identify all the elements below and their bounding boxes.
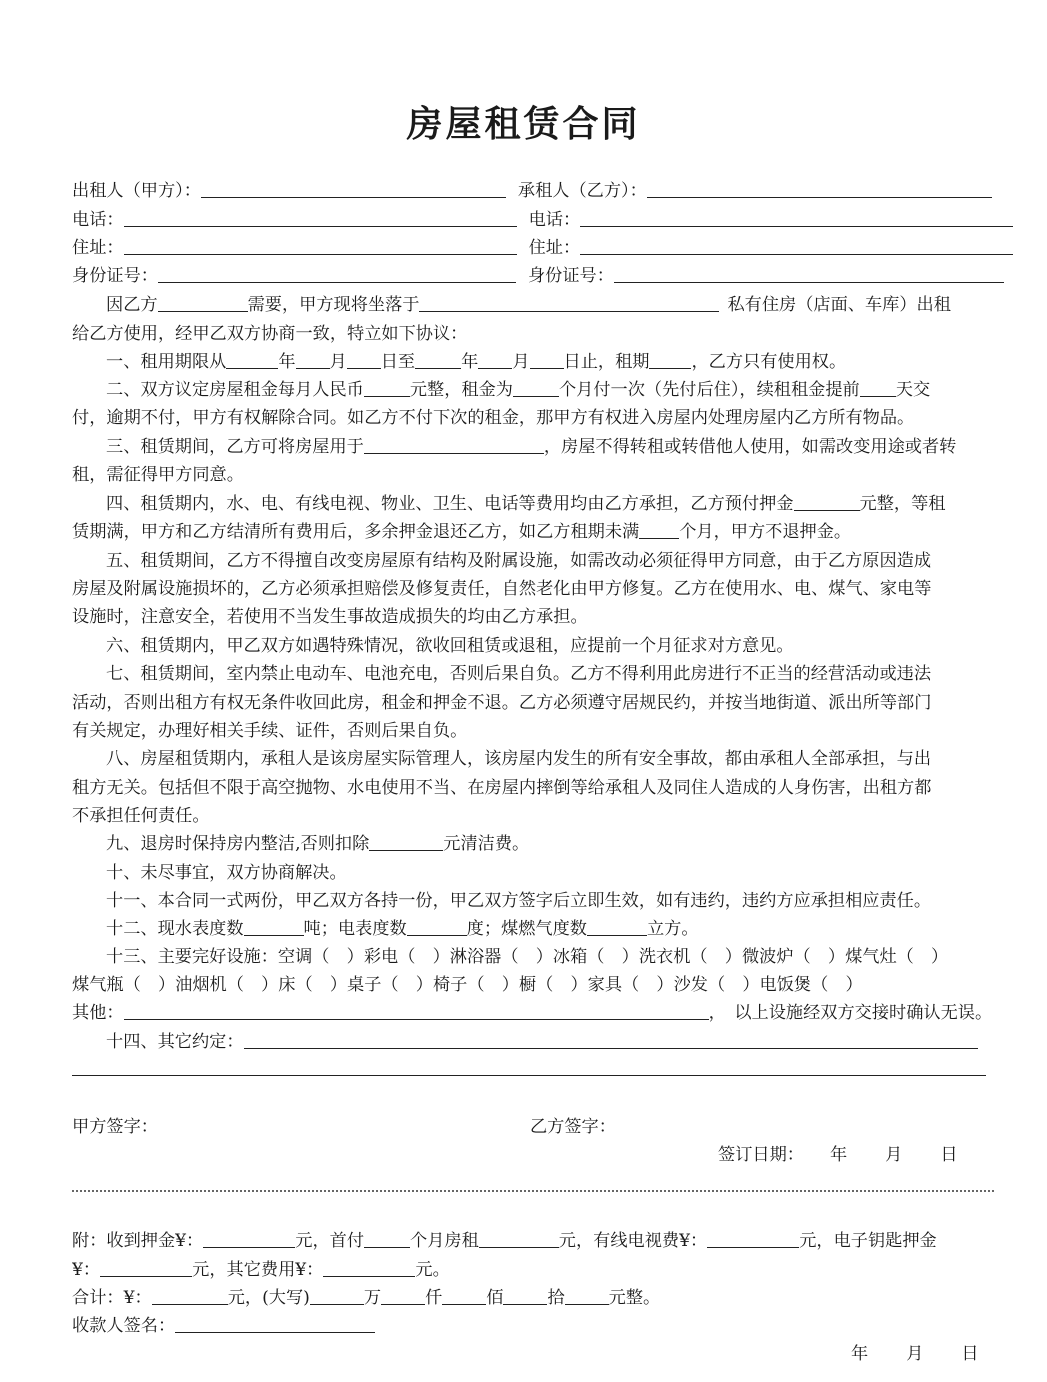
lessor-id-label: 身份证号： bbox=[72, 266, 158, 286]
lessee-phone-label: 电话： bbox=[528, 210, 581, 230]
document-title: 房屋租赁合同 bbox=[406, 104, 641, 145]
lessor-phone-label: 电话： bbox=[72, 210, 124, 230]
lessee-label: 承租人（乙方）： bbox=[517, 181, 647, 201]
facilities-confirm-text: ， 以上设施经双方交接时确认无误。 bbox=[708, 1003, 993, 1023]
clause-8-line-3 bbox=[72, 803, 1028, 829]
lessee-blank[interactable] bbox=[647, 179, 992, 198]
bai-blank[interactable] bbox=[442, 1286, 486, 1305]
total-amount-blank[interactable] bbox=[152, 1286, 228, 1305]
receipt-text-a4: 元，有线电视费¥： bbox=[558, 1231, 708, 1251]
other-agreement-blank[interactable] bbox=[244, 1030, 978, 1049]
intro-text-b: 需要，甲方现将坐落于 bbox=[247, 295, 420, 315]
clause-14 bbox=[72, 1029, 1028, 1055]
clause-8-text-c: 不承担任何责任。 bbox=[72, 806, 210, 826]
clause-9-text-a: 九、退房时保持房内整洁,否则扣除 bbox=[106, 834, 370, 854]
clause-8-text-b: 租方无关。包括但不限于高空抛物、水电使用不当、在房屋内摔倒等给承租人及同住人造成的人身伤害，出租方都 bbox=[72, 778, 932, 798]
clause-11 bbox=[72, 888, 1028, 914]
clause-7-line-1 bbox=[72, 661, 1028, 687]
lessee-phone-blank[interactable] bbox=[580, 208, 1013, 227]
clause-2-text-a: 二、双方议定房屋租金每月人民币 bbox=[106, 380, 364, 400]
clause-7-line-2 bbox=[72, 690, 1028, 716]
location-blank[interactable] bbox=[419, 293, 719, 312]
clause-8-text-a: 八、房屋租赁期内，承租人是该房屋实际管理人，该房屋内发生的所有安全事故，都由承租人全部承担，与出 bbox=[106, 749, 932, 769]
lessor-id-blank[interactable] bbox=[158, 264, 516, 283]
intro-text-d: 给乙方使用，经甲乙双方协商一致，特立如下协议： bbox=[72, 324, 468, 344]
lessee-address-blank[interactable] bbox=[580, 236, 1013, 255]
end-month-blank[interactable] bbox=[478, 350, 512, 369]
clause-1 bbox=[72, 349, 1028, 375]
yuan-blank[interactable] bbox=[565, 1286, 609, 1305]
lessor-label: 出租人（甲方）： bbox=[72, 181, 201, 201]
other-fees-blank[interactable] bbox=[323, 1258, 415, 1277]
month-label: 月 bbox=[329, 352, 347, 372]
clause-1-text: 一、租用期限从 bbox=[106, 352, 227, 372]
clause-5-text-a: 五、租赁期间，乙方不得擅自改变房屋原有结构及附属设施，如需改动必须征得甲方同意，由于乙方原因造成 bbox=[106, 551, 932, 571]
clause-9 bbox=[72, 831, 1028, 857]
year-label: 年 bbox=[461, 352, 479, 372]
year-label: 年 bbox=[278, 352, 296, 372]
wan-blank[interactable] bbox=[310, 1286, 364, 1305]
clause-5-line-3 bbox=[72, 604, 1028, 630]
wan-label: 万 bbox=[363, 1288, 382, 1308]
clause-4-text-c: 赁期满，甲方和乙方结清所有费用后，多余押金退还乙方，如乙方租期未满 bbox=[72, 522, 640, 542]
receipt-line-1 bbox=[72, 1228, 1028, 1254]
clause-2-text-c: 个月付一次（先付后住），续租租金提前 bbox=[558, 380, 860, 400]
clause-7-text-c: 有关规定，办理好相关手续、证件，否则后果自负。 bbox=[72, 721, 468, 741]
qian-blank[interactable] bbox=[381, 1286, 425, 1305]
clause-2-line-1 bbox=[72, 377, 1028, 403]
clause-11-text: 十一、本合同一式两份，甲乙双方各持一份，甲乙双方签字后立即生效，如有违约，违约方应承担相应责任。 bbox=[106, 891, 932, 911]
receipt-month-label: 月 bbox=[906, 1344, 924, 1364]
receipt-year-label: 年 bbox=[851, 1344, 869, 1364]
clause-13-line-2 bbox=[72, 972, 1028, 998]
id-row bbox=[72, 263, 1028, 289]
clause-7-text-a: 七、租赁期间，室内禁止电动车、电池充电，否则后果自负。乙方不得利用此房进行不正当的经营活动或违法 bbox=[106, 664, 932, 684]
clause-7-line-3 bbox=[72, 718, 1028, 744]
start-year-blank[interactable] bbox=[226, 350, 278, 369]
first-months-blank[interactable] bbox=[364, 1229, 410, 1248]
sign-month-label: 月 bbox=[885, 1145, 903, 1165]
clause-6 bbox=[72, 633, 1028, 659]
clause-4-line-1 bbox=[72, 491, 1028, 517]
address-row bbox=[72, 235, 1028, 261]
qian-label: 仟 bbox=[425, 1288, 443, 1308]
receipt-total-line bbox=[72, 1285, 1028, 1311]
clause-10 bbox=[72, 860, 1028, 886]
receipt-text-a2: 元，首付 bbox=[295, 1231, 365, 1251]
advance-days-blank[interactable] bbox=[860, 378, 896, 397]
party-b-signature-label: 乙方签字： bbox=[529, 1117, 616, 1137]
gas-meter-blank[interactable] bbox=[587, 917, 647, 936]
clause-3-line-2 bbox=[72, 462, 1028, 488]
clause-12-text-d: 立方。 bbox=[646, 919, 699, 939]
cleaning-fee-blank[interactable] bbox=[369, 832, 443, 851]
receipt-deposit-blank[interactable] bbox=[203, 1229, 295, 1248]
intro-line-1 bbox=[72, 292, 1028, 318]
clause-13-line-3 bbox=[72, 1000, 1028, 1026]
lessor-phone-blank[interactable] bbox=[124, 208, 517, 227]
clause-8-line-1 bbox=[72, 746, 1028, 772]
signature-row bbox=[72, 1114, 1028, 1140]
monthly-rent-blank[interactable] bbox=[364, 378, 410, 397]
total-tail: 元整。 bbox=[608, 1288, 661, 1308]
lessor-blank[interactable] bbox=[201, 179, 506, 198]
lease-term-blank[interactable] bbox=[649, 350, 691, 369]
clause-6-text: 六、租赁期内，甲乙双方如遇特殊情况，欲收回租赁或退租，应提前一个月征求对方意见。 bbox=[106, 636, 794, 656]
facilities-list-a: 十三、主要完好设施：空调（ ）彩电（ ）淋浴器（ ）冰箱（ ）洗衣机（ ）微波炉（ ）煤气灶（ ） bbox=[106, 947, 949, 967]
other-agreement-blank-2[interactable] bbox=[72, 1075, 986, 1076]
clause-1-tail: ，乙方只有使用权。 bbox=[691, 352, 847, 372]
clause-12-text-c: 度；煤燃气度数 bbox=[466, 919, 587, 939]
clause-12-text-b: 吨；电表度数 bbox=[303, 919, 407, 939]
electric-meter-blank[interactable] bbox=[407, 917, 467, 936]
phone-row bbox=[72, 207, 1028, 233]
day-end-label: 日止，租期 bbox=[563, 352, 650, 372]
clause-5-text-c: 设施时，注意安全，若使用不当发生事故造成损失的均由乙方承担。 bbox=[72, 607, 588, 627]
receipt-text-b2: 元，其它费用¥： bbox=[192, 1260, 324, 1280]
clause-9-text-b: 元清洁费。 bbox=[443, 834, 530, 854]
clause-10-text: 十、未尽事宜，双方协商解决。 bbox=[106, 863, 347, 883]
key-deposit-blank[interactable] bbox=[100, 1258, 192, 1277]
lessor-row bbox=[72, 178, 1028, 204]
intro-text-c: 私有住房（店面、车库）出租 bbox=[727, 295, 951, 315]
clause-4-text-b: 元整，等租 bbox=[859, 494, 946, 514]
receipt-text-a3: 个月房租 bbox=[410, 1231, 479, 1251]
total-label: 合计：¥： bbox=[72, 1288, 152, 1308]
lessee-address-label: 住址： bbox=[528, 238, 581, 258]
clause-4-text-a: 四、租赁期内，水、电、有线电视、物业、卫生、电话等费用均由乙方承担，乙方预付押金 bbox=[106, 494, 794, 514]
clause-4-text-d: 个月，甲方不退押金。 bbox=[679, 522, 852, 542]
clause-2-text-d: 天交 bbox=[895, 380, 931, 400]
payee-label: 收款人签名： bbox=[72, 1316, 176, 1336]
facilities-list-b: 煤气瓶（ ）油烟机（ ）床（ ）桌子（ ）椅子（ ）橱（ ）家具（ ）沙发（ ）电饭煲（ ） bbox=[72, 975, 863, 995]
clause-12 bbox=[72, 916, 1028, 942]
receipt-date-row bbox=[851, 1341, 1031, 1367]
clause-8-line-2 bbox=[72, 775, 1028, 801]
clause-5-line-2 bbox=[72, 576, 1028, 602]
receipt-line-2 bbox=[72, 1257, 1028, 1283]
dotted-separator bbox=[72, 1190, 994, 1192]
payment-months-blank[interactable] bbox=[513, 378, 559, 397]
receipt-text-b3: 元。 bbox=[415, 1260, 450, 1280]
clause-5-text-b: 房屋及附属设施损坏的，乙方必须承担赔偿及修复责任，自然老化由甲方修复。乙方在使用水、电、煤气、家电等 bbox=[72, 579, 932, 599]
clause-3-text-a: 三、租赁期间，乙方可将房屋用于 bbox=[106, 437, 364, 457]
cable-fee-blank[interactable] bbox=[707, 1229, 799, 1248]
lessee-id-blank[interactable] bbox=[614, 264, 1004, 283]
clause-13-line-1 bbox=[72, 944, 1028, 970]
receipt-day-label: 日 bbox=[961, 1344, 979, 1364]
clause-5-line-1 bbox=[72, 548, 1028, 574]
lessor-address-blank[interactable] bbox=[124, 236, 517, 255]
sign-date-row bbox=[718, 1142, 1018, 1168]
other-facilities-label: 其他： bbox=[72, 1003, 124, 1023]
receipt-deposit-label: 附：收到押金¥： bbox=[72, 1231, 204, 1251]
payee-row bbox=[72, 1313, 1028, 1339]
bai-label: 佰 bbox=[486, 1288, 504, 1308]
day-to-label: 日至 bbox=[380, 352, 416, 372]
party-a-signature-label: 甲方签字： bbox=[72, 1117, 158, 1137]
payee-signature-blank[interactable] bbox=[175, 1314, 375, 1333]
clause-14-label: 十四、其它约定： bbox=[106, 1032, 244, 1052]
intro-line-2 bbox=[72, 321, 1028, 347]
first-rent-blank[interactable] bbox=[479, 1229, 559, 1248]
sign-date-label: 签订日期： bbox=[718, 1145, 804, 1165]
receipt-text-b1: ¥： bbox=[72, 1260, 101, 1280]
other-facilities-blank[interactable] bbox=[124, 1001, 709, 1020]
lessor-address-label: 住址： bbox=[72, 238, 124, 258]
purpose-blank[interactable] bbox=[158, 293, 248, 312]
end-day-blank[interactable] bbox=[530, 350, 564, 369]
end-year-blank[interactable] bbox=[415, 350, 461, 369]
clause-3-text-c: 租，需征得甲方同意。 bbox=[72, 465, 244, 485]
clause-2-text-e: 付，逾期不付，甲方有权解除合同。如乙方不付下次的租金，那甲方有权进入房屋内处理房屋内乙方所有物品。 bbox=[72, 408, 915, 428]
clause-7-text-b: 活动，否则出租方有权无条件收回此房，租金和押金不退。乙方必须遵守居规民约，并按当地街道、派出所等部门 bbox=[72, 693, 932, 713]
clause-12-text-a: 十二、现水表度数 bbox=[106, 919, 244, 939]
clause-4-line-2 bbox=[72, 519, 1028, 545]
clause-2-line-2 bbox=[72, 405, 1028, 431]
intro-text-a: 因乙方 bbox=[106, 295, 158, 315]
lessee-id-label: 身份证号： bbox=[527, 266, 614, 286]
deposit-blank[interactable] bbox=[794, 492, 860, 511]
start-day-blank[interactable] bbox=[347, 350, 381, 369]
sign-year-label: 年 bbox=[829, 1145, 848, 1165]
sign-day-label: 日 bbox=[940, 1145, 958, 1165]
min-months-blank[interactable] bbox=[639, 520, 679, 539]
shi-label: 拾 bbox=[547, 1288, 565, 1308]
month-label: 月 bbox=[512, 352, 530, 372]
shi-blank[interactable] bbox=[503, 1286, 547, 1305]
start-month-blank[interactable] bbox=[296, 350, 330, 369]
clause-2-text-b: 元整，租金为 bbox=[409, 380, 513, 400]
clause-3-line-1 bbox=[72, 434, 1028, 460]
use-purpose-blank[interactable] bbox=[364, 435, 544, 454]
water-meter-blank[interactable] bbox=[244, 917, 304, 936]
total-words-label: 元，(大写) bbox=[227, 1288, 310, 1308]
clause-3-text-b: ，房屋不得转租或转借他人使用，如需改变用途或者转 bbox=[543, 437, 957, 457]
receipt-text-a5: 元，电子钥匙押金 bbox=[799, 1231, 937, 1251]
